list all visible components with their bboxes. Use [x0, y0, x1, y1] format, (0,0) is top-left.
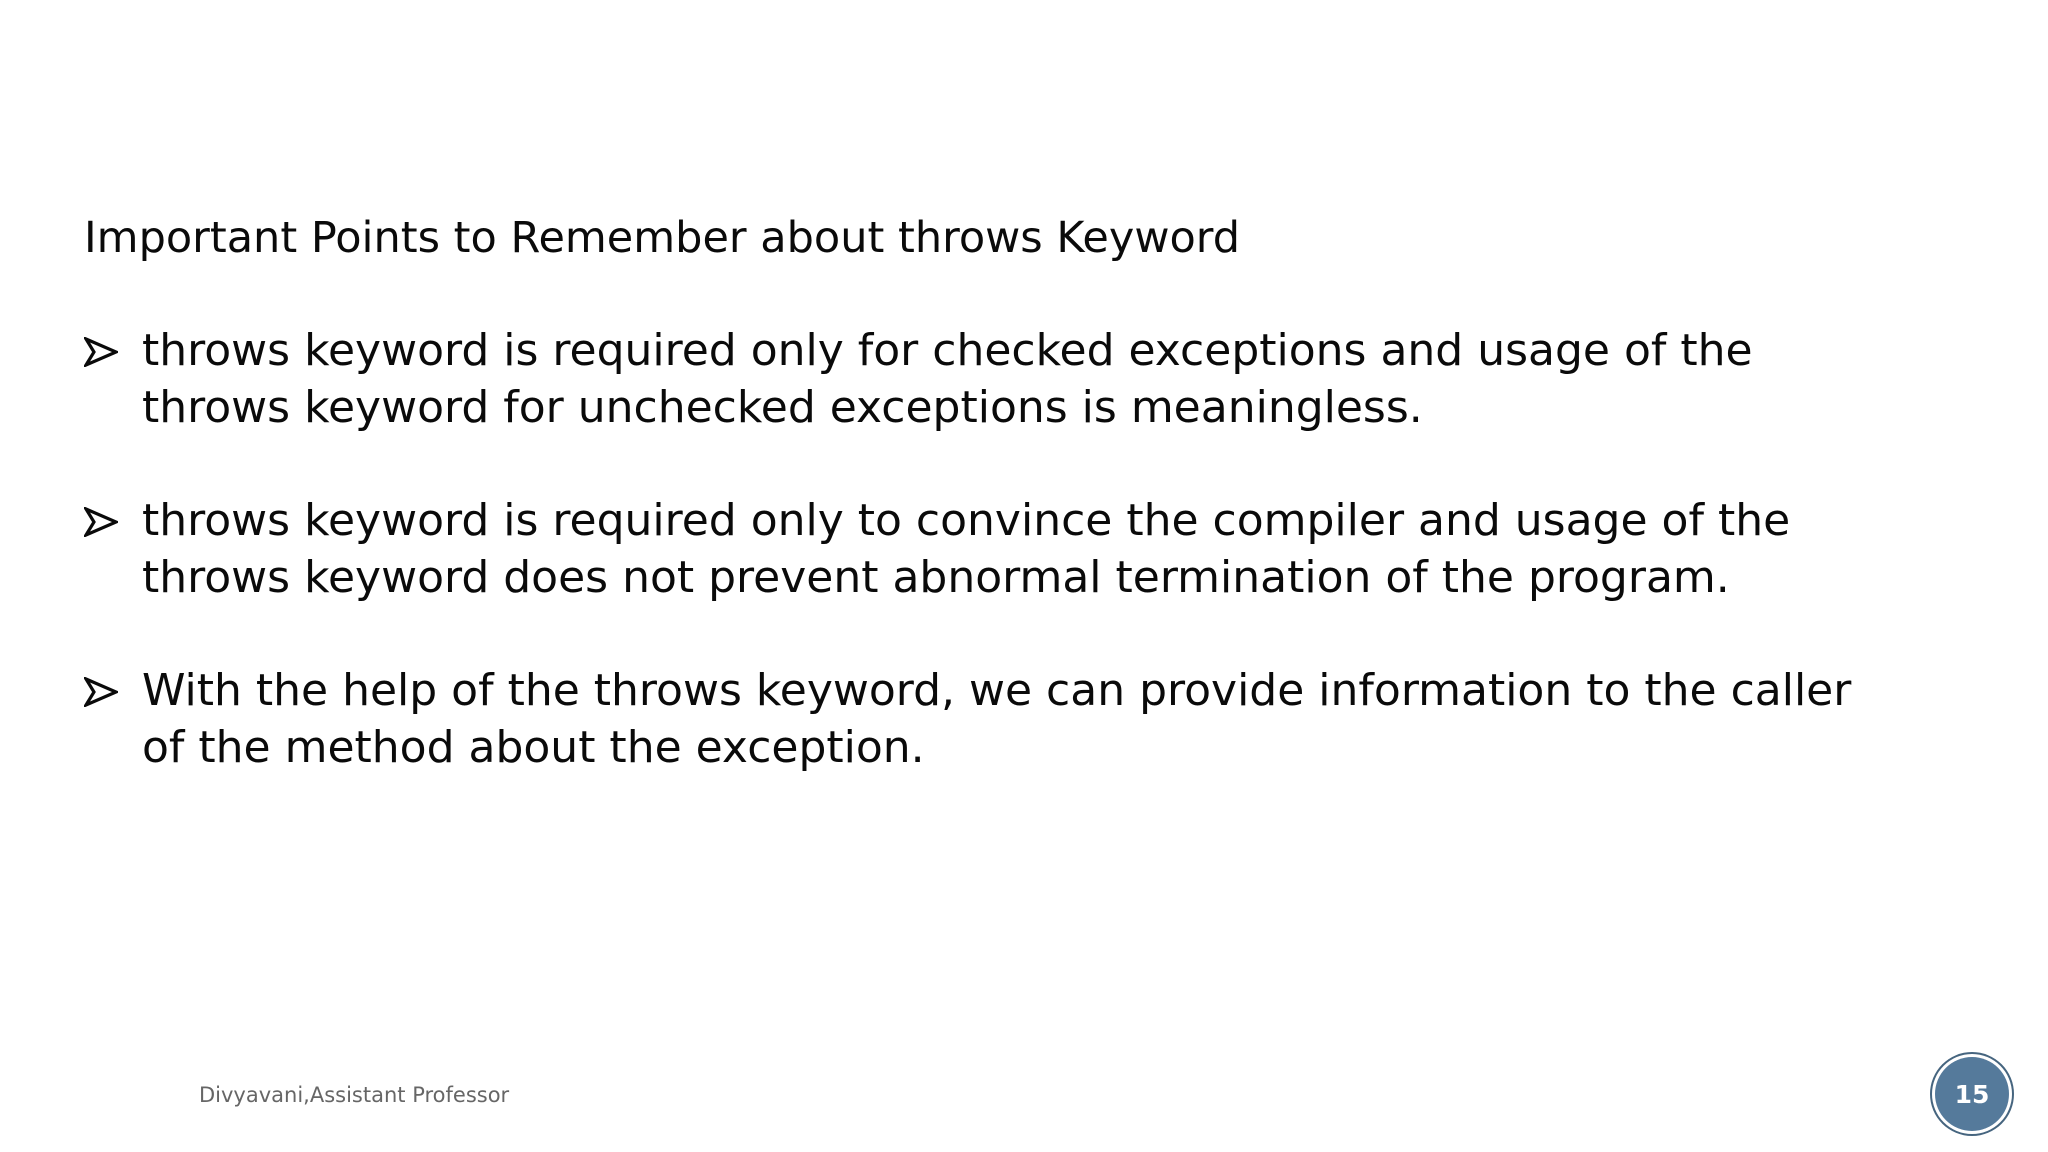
bullet-text-line: With the help of the throws keyword, we can provide information to the caller	[142, 665, 1852, 716]
bullet-text-line: throws keyword does not prevent abnormal termination of the program.	[142, 552, 1730, 603]
bullet-text-line: of the method about the exception.	[142, 722, 925, 773]
slide-footer-author: Divyavani,Assistant Professor	[199, 1083, 510, 1107]
bullet-item	[84, 322, 1964, 436]
bullet-text-line: throws keyword is required only for checked exceptions and usage of the	[142, 325, 1753, 376]
bullet-text-line: throws keyword for unchecked exceptions is meaningless.	[142, 382, 1423, 433]
page-number: 15	[1954, 1079, 1990, 1109]
arrowhead-bullet-icon	[84, 337, 118, 367]
bullet-list	[84, 322, 1964, 832]
page-number-badge	[1935, 1057, 2009, 1131]
arrowhead-bullet-icon	[84, 677, 118, 707]
slide-heading: Important Points to Remember about throws Keyword	[84, 213, 1241, 263]
bullet-item	[84, 662, 1964, 776]
bullet-item	[84, 492, 1964, 606]
bullet-text-line: throws keyword is required only to convince the compiler and usage of the	[142, 495, 1791, 546]
arrowhead-bullet-icon	[84, 507, 118, 537]
